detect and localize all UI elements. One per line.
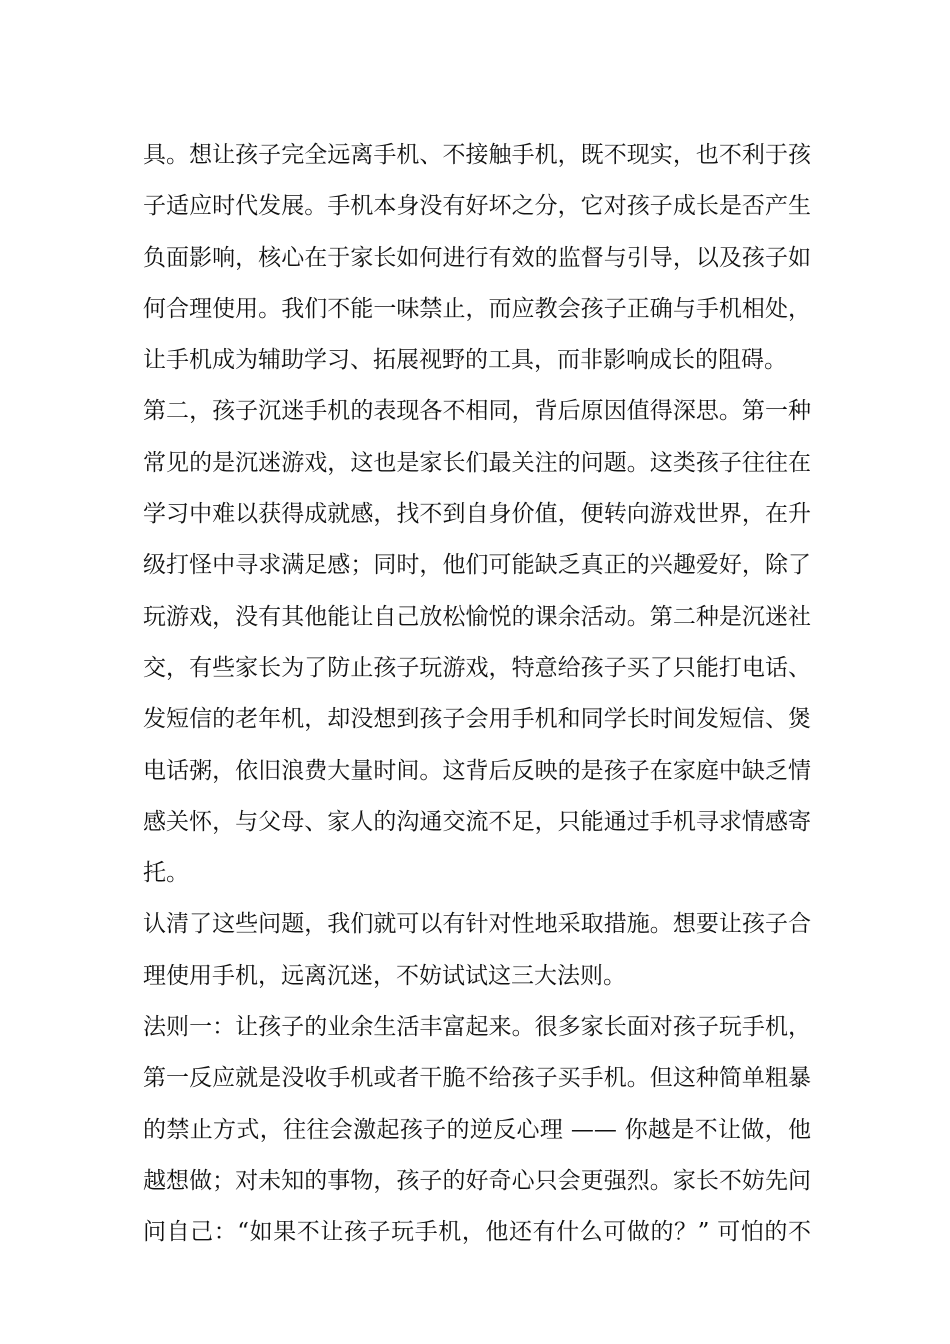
text-line: 第二，孩子沉迷手机的表现各不相同，背后原因值得深思。第一种 [143,398,811,425]
text-line: 法则一：让孩子的业余生活丰富起来。很多家长面对孩子玩手机， [143,1014,811,1041]
text-line: 负面影响，核心在于家长如何进行有效的监督与引导，以及孩子如 [143,244,811,271]
text-line: 的禁止方式，往往会激起孩子的逆反心理 —— 你越是不让做，他 [143,1116,811,1143]
text-line: 让手机成为辅助学习、拓展视野的工具，而非影响成长的阻碍。 [143,347,787,374]
text-line: 子适应时代发展。手机本身没有好坏之分，它对孩子成长是否产生 [143,193,811,220]
text-line: 越想做；对未知的事物，孩子的好奇心只会更强烈。家长不妨先问 [143,1167,811,1194]
text-line: 交，有些家长为了防止孩子玩游戏，特意给孩子买了只能打电话、 [143,654,811,681]
text-line: 级打怪中寻求满足感；同时，他们可能缺乏真正的兴趣爱好，除了 [143,552,811,579]
text-line: 第一反应就是没收手机或者干脆不给孩子买手机。但这种简单粗暴 [143,1065,811,1092]
text-line: 感关怀，与父母、家人的沟通交流不足，只能通过手机寻求情感寄 [143,808,811,835]
text-line: 托。 [143,860,189,887]
body-text [143,130,811,1259]
text-line: 理使用手机，远离沉迷，不妨试试这三大法则。 [143,962,626,989]
text-line: 具。想让孩子完全远离手机、不接触手机，既不现实，也不利于孩 [143,142,811,168]
text-line: 学习中难以获得成就感，找不到自身价值，便转向游戏世界，在升 [143,501,811,528]
text-line: 玩游戏，没有其他能让自己放松愉悦的课余活动。第二种是沉迷社 [143,603,811,630]
text-line: 问自己：“如果不让孩子玩手机，他还有什么可做的？” 可怕的不 [143,1219,811,1246]
text-line: 发短信的老年机，却没想到孩子会用手机和同学长时间发短信、煲 [143,706,811,733]
text-line: 常见的是沉迷游戏，这也是家长们最关注的问题。这类孩子往往在 [143,449,811,476]
text-line: 何合理使用。我们不能一味禁止，而应教会孩子正确与手机相处， [143,295,811,322]
text-line: 电话粥，依旧浪费大量时间。这背后反映的是孩子在家庭中缺乏情 [143,757,811,784]
text-line: 认清了这些问题，我们就可以有针对性地采取措施。想要让孩子合 [143,911,811,938]
